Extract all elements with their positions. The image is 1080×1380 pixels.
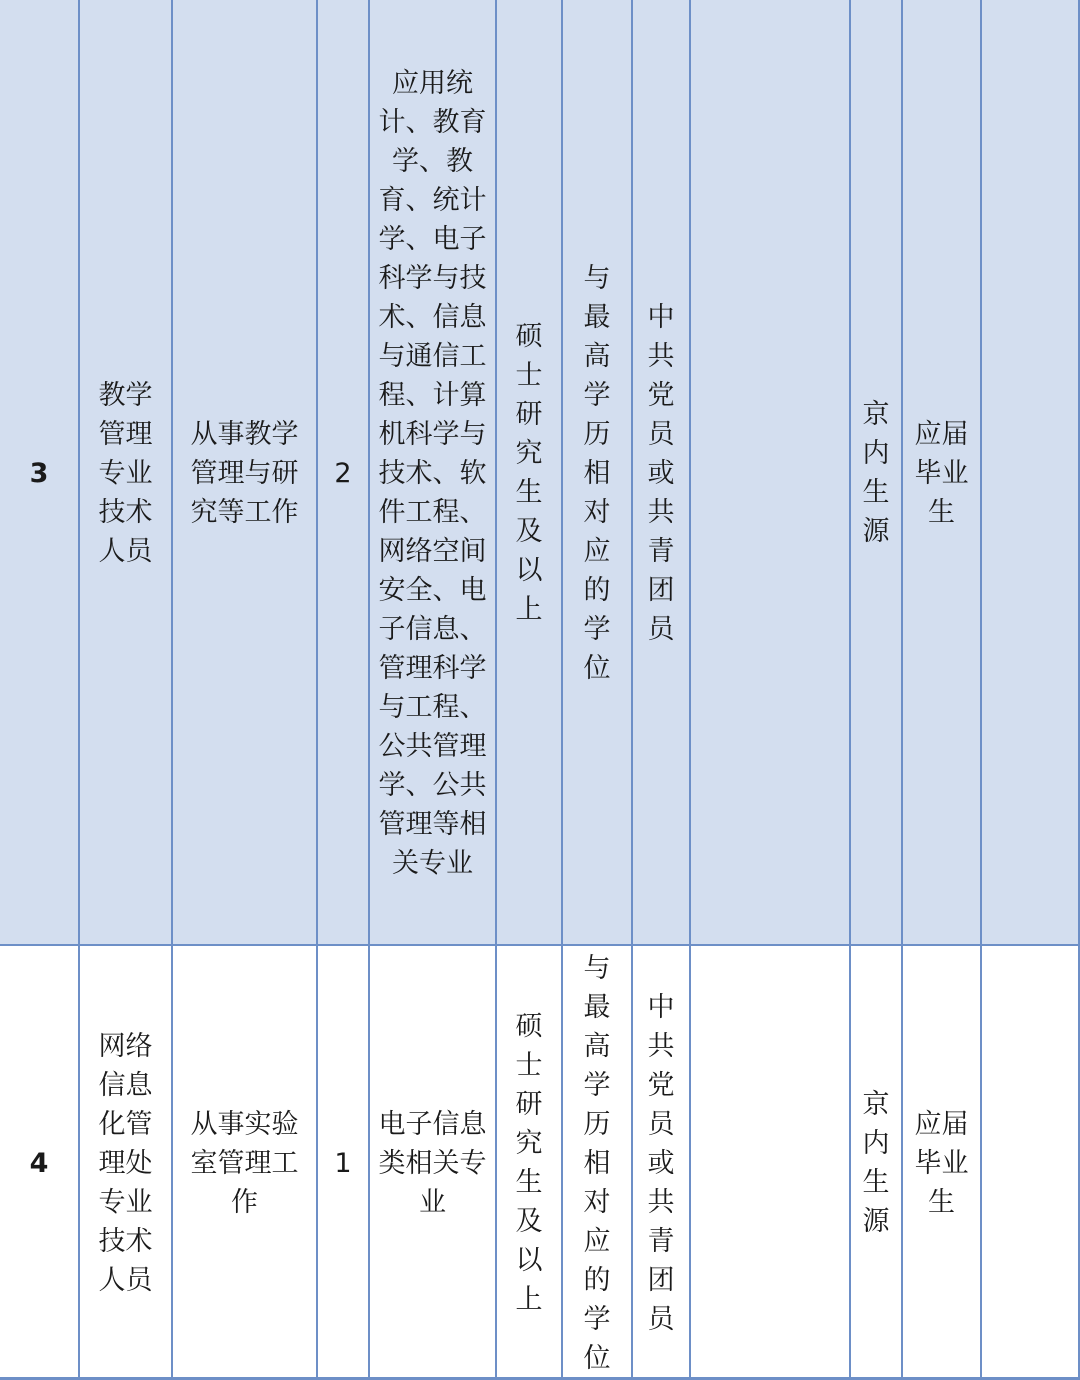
seq-cell: 4: [0, 946, 80, 1380]
position-cell: 网络信息化管理处专业技术人员: [80, 946, 173, 1380]
count-cell: 1: [318, 946, 370, 1380]
seq-cell: 3: [0, 0, 80, 946]
degree-cell: 与最高学历相对应的学位: [563, 0, 633, 946]
education-cell: 硕士研究生及以上: [497, 946, 563, 1380]
count-cell: 2: [318, 0, 370, 946]
major-cell: 电子信息类相关专业: [370, 946, 497, 1380]
graduate-cell: 应届毕业生: [903, 946, 982, 1380]
note-cell: [982, 0, 1080, 946]
other-cell: [691, 946, 851, 1380]
table-row: [0, 946, 1080, 1380]
politics-cell: 中共党员或共青团员: [633, 946, 691, 1380]
graduate-cell: 应届毕业生: [903, 0, 982, 946]
duties-cell: 从事实验室管理工作: [173, 946, 318, 1380]
position-cell: 教学管理专业技术人员: [80, 0, 173, 946]
major-cell: 应用统计、教育学、教育、统计学、电子科学与技术、信息与通信工程、计算机科学与技术、软件工程、网络空间安全、电子信息、管理科学与工程、公共管理学、公共管理等相关专业: [370, 0, 497, 946]
other-cell: [691, 0, 851, 946]
politics-cell: 中共党员或共青团员: [633, 0, 691, 946]
origin-cell: 京内生源: [851, 946, 903, 1380]
education-cell: 硕士研究生及以上: [497, 0, 563, 946]
duties-cell: 从事教学管理与研究等工作: [173, 0, 318, 946]
degree-cell: 与最高学历相对应的学位: [563, 946, 633, 1380]
note-cell: [982, 946, 1080, 1380]
origin-cell: 京内生源: [851, 0, 903, 946]
